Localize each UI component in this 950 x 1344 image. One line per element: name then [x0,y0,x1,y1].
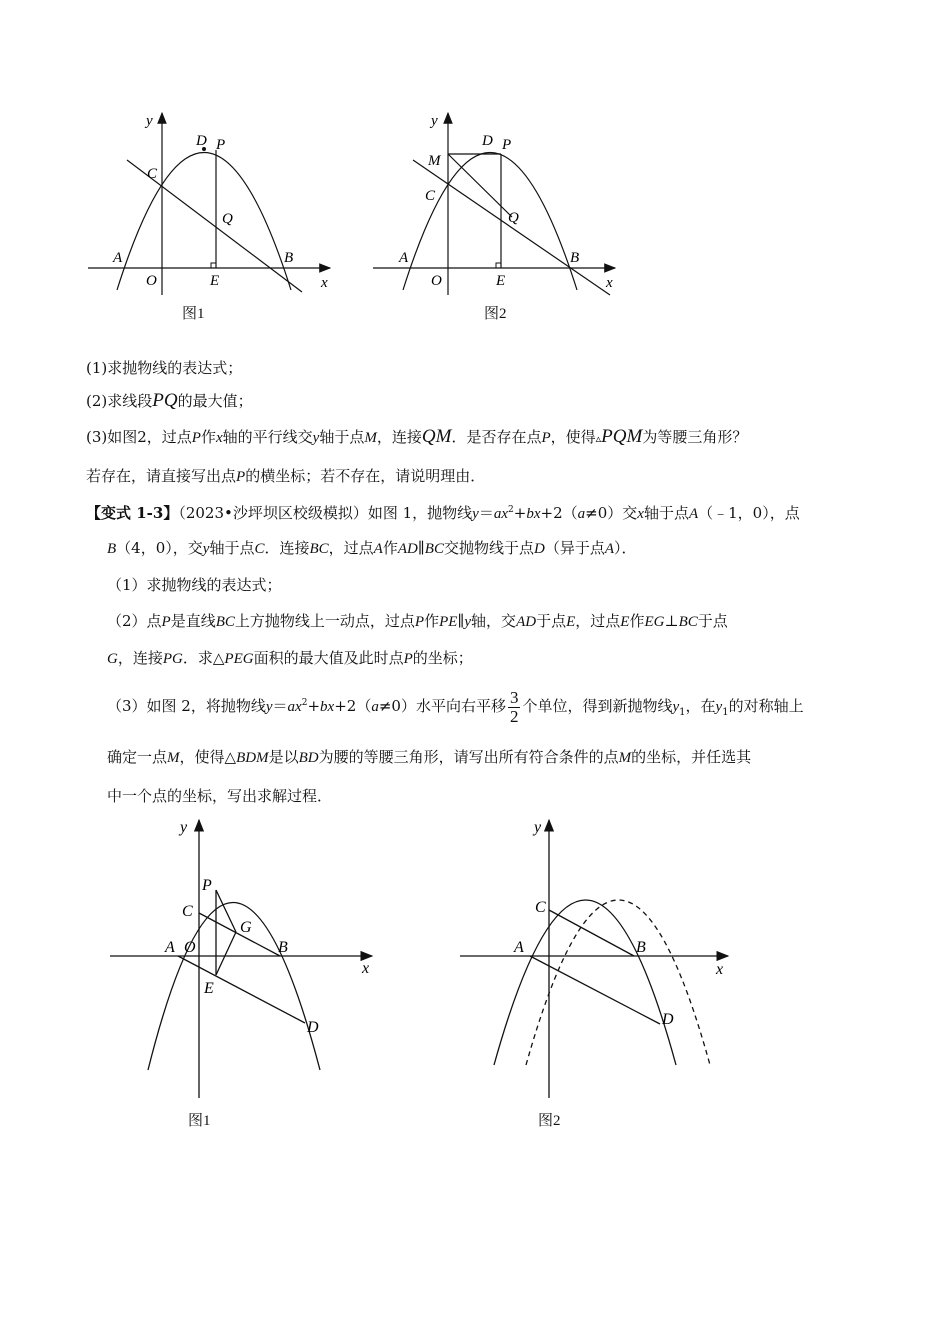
label-p: P [502,137,512,153]
caption-top-2: 图2 [484,306,507,322]
fraction-three-halves: $\frac{3}{2}$ [509,687,519,726]
label-y: y [534,819,542,836]
label-b: B [278,939,288,956]
label-e: E [210,273,220,289]
label-o: O [184,939,196,956]
caption-bottom-1: 图1 [188,1113,211,1129]
label-m: M [428,153,441,169]
p2-line-2: B（4，0），交y轴于点C．连接BC，过点A作AD∥BC交抛物线于点D（异于点A）． [107,539,637,557]
line-cb [413,160,610,295]
p2-question-3-line-2: 确定一点M，使得△BDM是以BD为腰的等腰三角形，请写出所有符合条件的点M的坐标，并任选其 [107,748,752,766]
parabola [494,900,676,1065]
label-e: E [496,273,506,289]
p2-question-2: （2）点P是直线BC上方抛物线上一动点，过点P作PE∥y轴，交AD于点E，过点E作EG⊥BC于点 [107,612,728,630]
segment-pg [216,890,236,932]
p2-question-1: （1）求抛物线的表达式； [107,576,282,594]
p1-question-2: (2)求线段PQ的最大值； [86,390,253,411]
p2-header-line: 【变式 1-3】（2023•沙坪坝区校级模拟）如图 1，抛物线$y=ax^2+bx+2(a\ne 0)$交x轴于点A（﹣1，0），点 [86,504,800,522]
label-d: D [482,133,493,149]
label-y: y [180,819,188,836]
label-b: B [284,250,294,266]
label-c: C [425,188,436,204]
p2-question-2-line-2: G，连接PG．求△PEG面积的最大值及此时点P的坐标； [107,649,473,667]
label-b: B [636,939,646,956]
label-p: P [216,137,226,153]
p2-question-3: （3）如图 2，将抛物线$y=ax^2+bx+2(a\ne 0)$水平向右平移 $\frac{3}{2}$ 个单位，得到新抛物线$y_1$，在$y_1$的对称轴上 [107,687,804,726]
label-d: D [307,1019,319,1036]
label-p: P [202,877,212,894]
line-cb [549,910,634,956]
label-g: G [240,919,252,936]
p2-question-3-line-3: 中一个点的坐标，写出求解过程． [107,787,333,805]
label-o: O [431,273,442,289]
label-q: Q [222,211,233,227]
bottom-figure-2 [450,810,740,1105]
label-x: x [606,275,613,291]
p1-question-3: (3)如图2，过点P作x轴的平行线交y轴于点M，连接QM．是否存在点P，使得▵PQM为等腰三角形？ [86,426,748,447]
label-x: x [321,275,328,291]
label-a: A [165,939,175,956]
right-angle-mark [496,263,501,268]
label-a: A [514,939,524,956]
bottom-figure-1 [100,810,390,1105]
label-c: C [182,903,193,920]
parabola [117,153,294,291]
label-q: Q [508,210,519,226]
label-o: O [146,273,157,289]
label-b: B [570,250,580,266]
label-d: D [662,1011,674,1028]
label-y: y [431,113,438,129]
parabola [403,153,580,291]
label-x: x [362,960,370,977]
label-c: C [535,899,546,916]
label-y: y [146,113,153,129]
p1-question-1: (1)求抛物线的表达式； [86,359,243,377]
label-d: D [196,133,207,149]
shifted-parabola-dashed [526,900,710,1065]
label-e: E [204,980,214,997]
top-figure-1 [80,105,340,305]
caption-bottom-2: 图2 [538,1113,561,1129]
caption-top-1: 图1 [182,306,205,322]
label-a: A [113,250,123,266]
label-a: A [399,250,409,266]
right-angle-mark [211,263,216,268]
top-figure-2 [365,105,625,305]
segment-eg [216,932,236,975]
segment-mq [448,154,512,217]
label-x: x [716,961,724,978]
label-c: C [147,166,158,182]
p1-question-3-line-2: 若存在，请直接写出点P的横坐标；若不存在，请说明理由． [86,467,486,485]
